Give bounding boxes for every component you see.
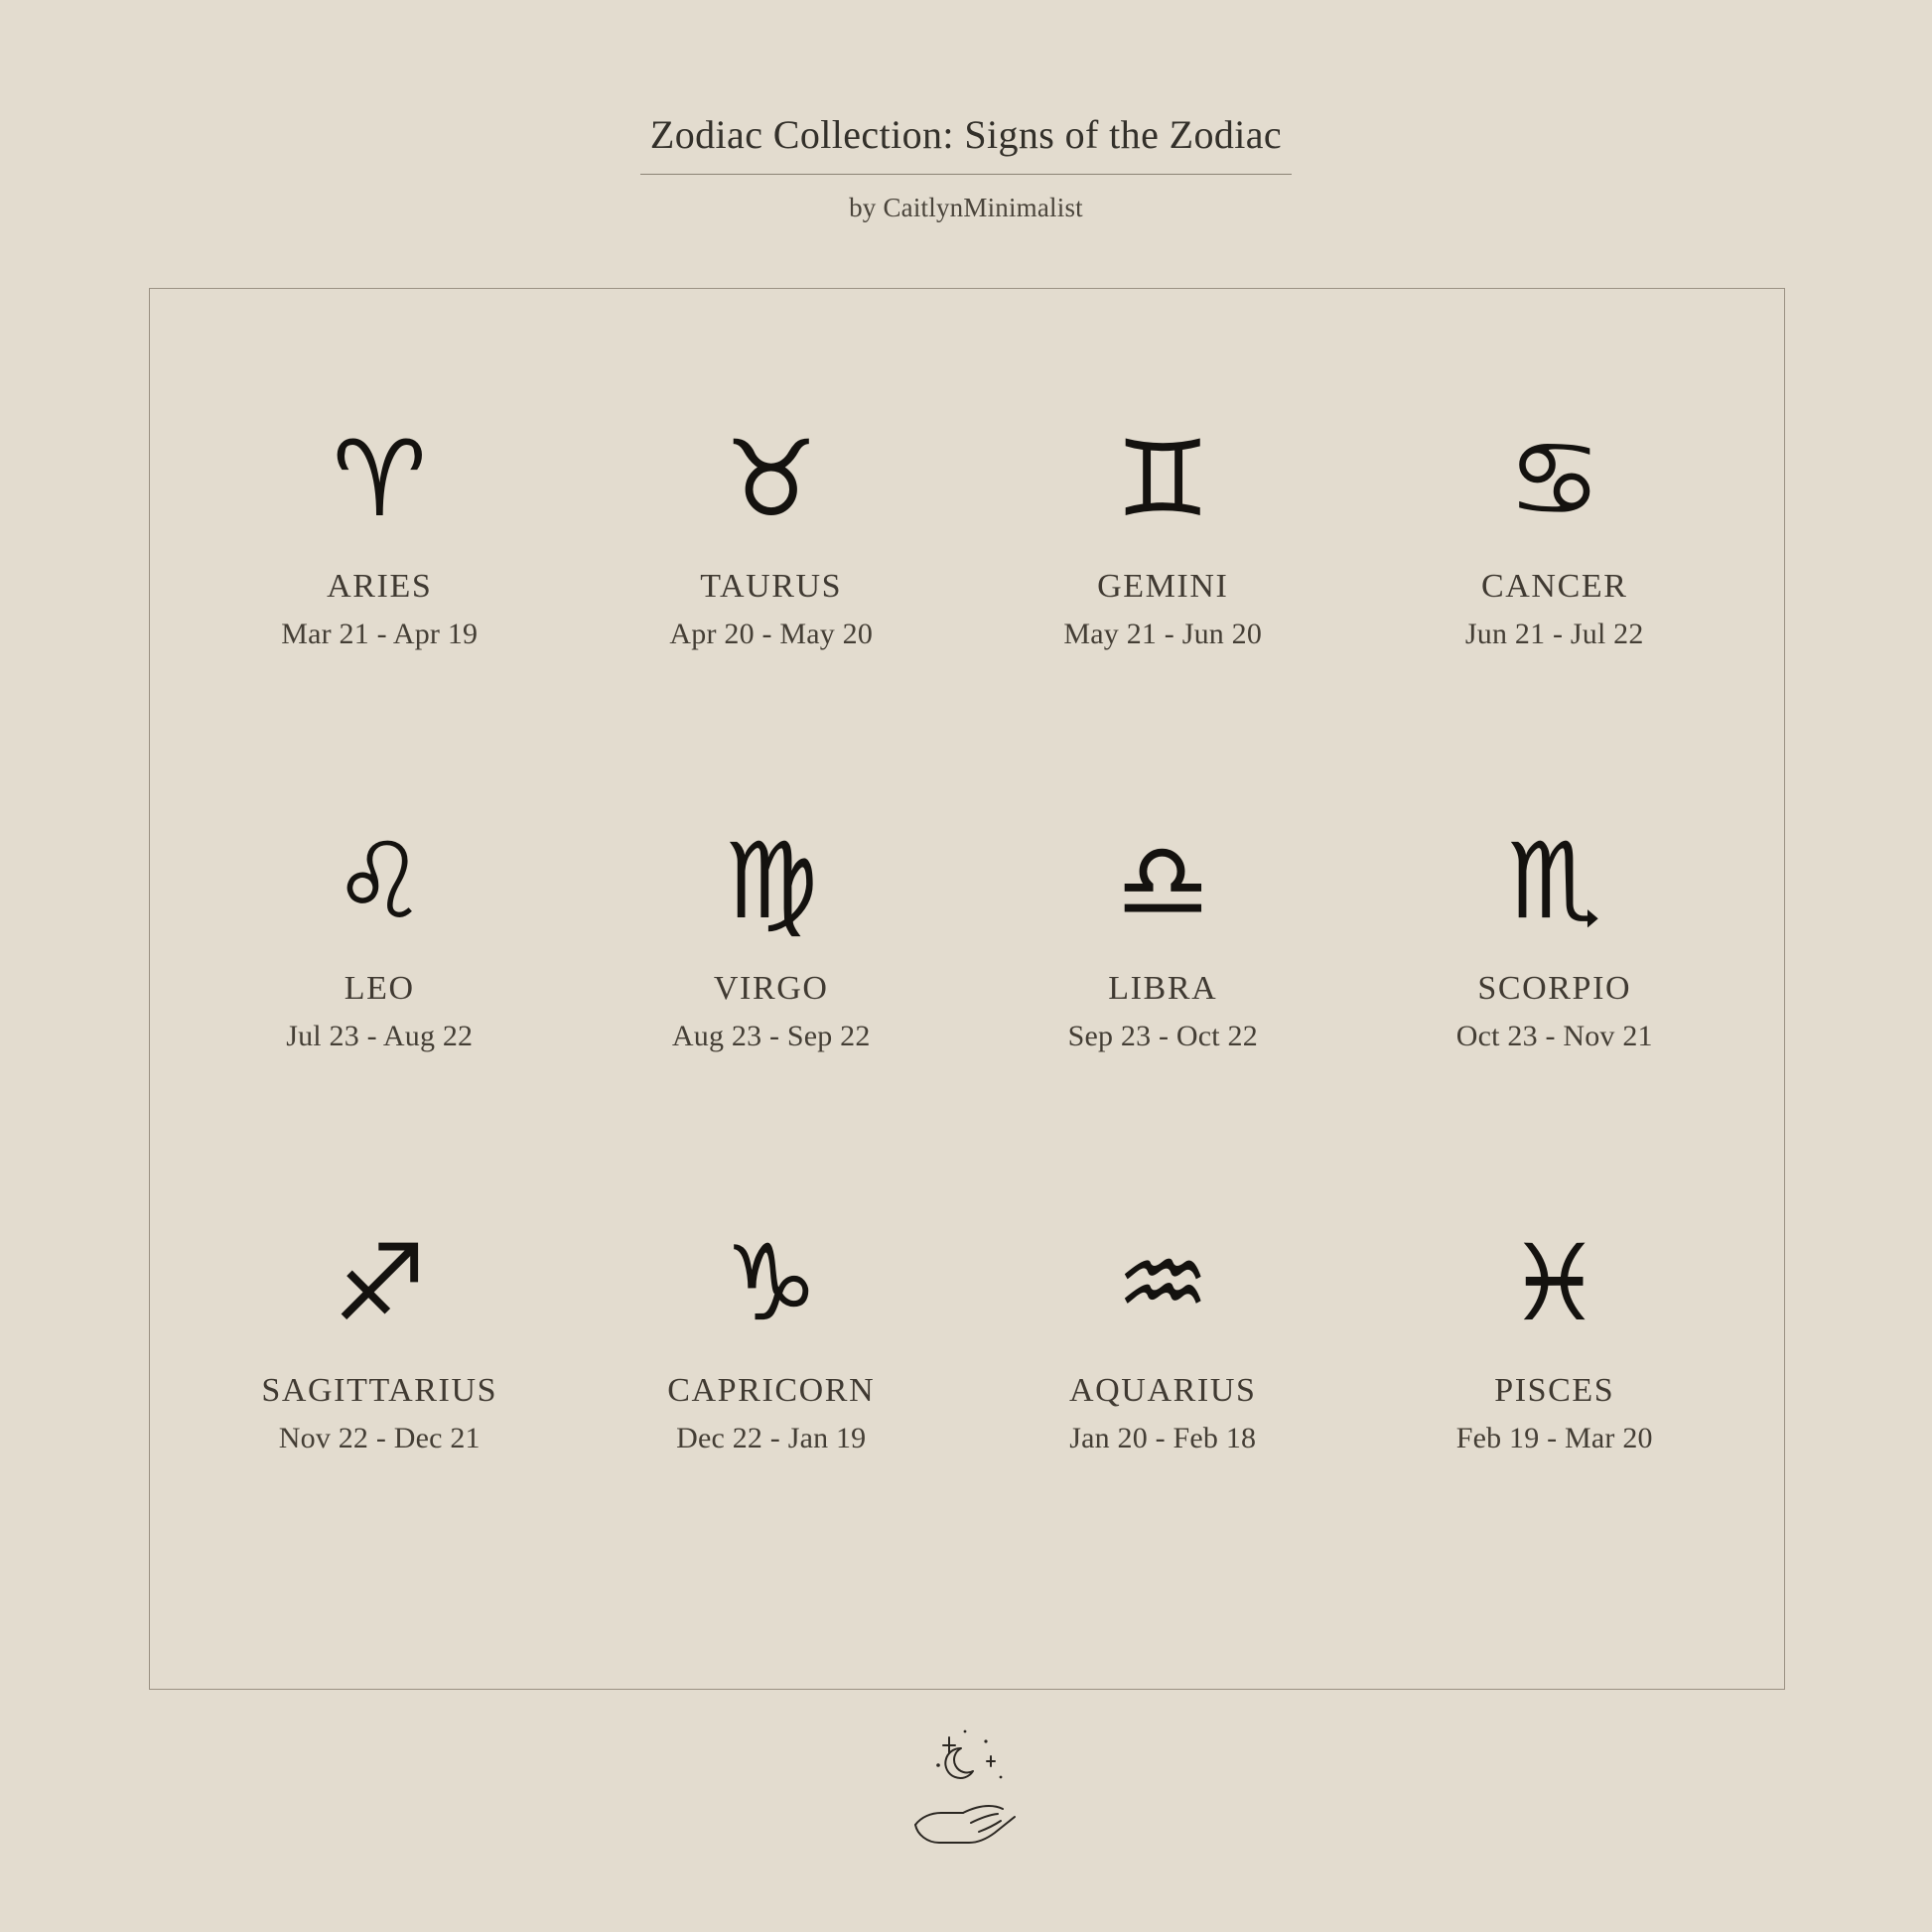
zodiac-cell-gemini [967,363,1359,765]
zodiac-cell-taurus [576,363,968,765]
sign-name: VIRGO [713,970,829,1007]
zodiac-cell-pisces [1359,1168,1751,1570]
sign-name: PISCES [1494,1372,1615,1409]
zodiac-cell-aquarius [967,1168,1359,1570]
sign-name: LIBRA [1108,970,1218,1007]
gemini-symbol: ♊ [1115,418,1210,540]
sign-dates: Jul 23 - Aug 22 [286,1020,474,1052]
sign-dates: Mar 21 - Apr 19 [281,618,479,650]
zodiac-cell-virgo [576,765,968,1168]
taurus-symbol: ♉ [724,418,819,540]
sign-dates: Jan 20 - Feb 18 [1069,1422,1257,1454]
sign-name: SAGITTARIUS [261,1372,498,1409]
leo-symbol: ♌ [332,820,427,942]
zodiac-cell-aries [184,363,576,765]
sign-dates: May 21 - Jun 20 [1063,618,1263,650]
virgo-symbol: ♍ [724,820,819,942]
sign-dates: Nov 22 - Dec 21 [278,1422,481,1454]
libra-symbol: ♎ [1115,820,1210,942]
sign-dates: Apr 20 - May 20 [669,618,874,650]
sign-dates: Sep 23 - Oct 22 [1067,1020,1258,1052]
sign-name: ARIES [327,568,433,605]
footer-logo [0,1720,1932,1859]
sign-name: GEMINI [1097,568,1229,605]
sign-name: CAPRICORN [667,1372,876,1409]
sign-dates: Aug 23 - Sep 22 [671,1020,871,1052]
cancer-symbol: ♋ [1507,418,1602,540]
zodiac-cell-leo [184,765,576,1168]
sign-dates: Jun 21 - Jul 22 [1464,618,1644,650]
zodiac-cell-capricorn [576,1168,968,1570]
sign-dates: Feb 19 - Mar 20 [1455,1422,1653,1454]
zodiac-cell-cancer [1359,363,1751,765]
page-title: Zodiac Collection: Signs of the Zodiac [640,111,1292,175]
capricorn-symbol: ♑ [724,1222,819,1344]
aries-symbol: ♈ [332,418,427,540]
sign-name: CANCER [1480,568,1628,605]
sagittarius-symbol: ♐ [332,1222,427,1344]
zodiac-cell-sagittarius [184,1168,576,1570]
scorpio-symbol: ♏ [1507,820,1602,942]
zodiac-cell-scorpio [1359,765,1751,1168]
sign-name: LEO [344,970,415,1007]
aquarius-symbol: ♒ [1115,1222,1210,1344]
byline: by CaitlynMinimalist [849,193,1083,222]
zodiac-cell-libra [967,765,1359,1168]
sign-name: SCORPIO [1477,970,1632,1007]
pisces-symbol: ♓ [1507,1222,1602,1344]
sign-dates: Oct 23 - Nov 21 [1455,1020,1653,1052]
sign-name: AQUARIUS [1069,1372,1257,1409]
zodiac-frame [149,288,1785,1690]
poster-header [0,0,1932,223]
sign-dates: Dec 22 - Jan 19 [676,1422,867,1454]
sign-name: TAURUS [700,568,843,605]
hand-moon-stars-icon [892,1720,1040,1859]
zodiac-grid [150,289,1784,1689]
